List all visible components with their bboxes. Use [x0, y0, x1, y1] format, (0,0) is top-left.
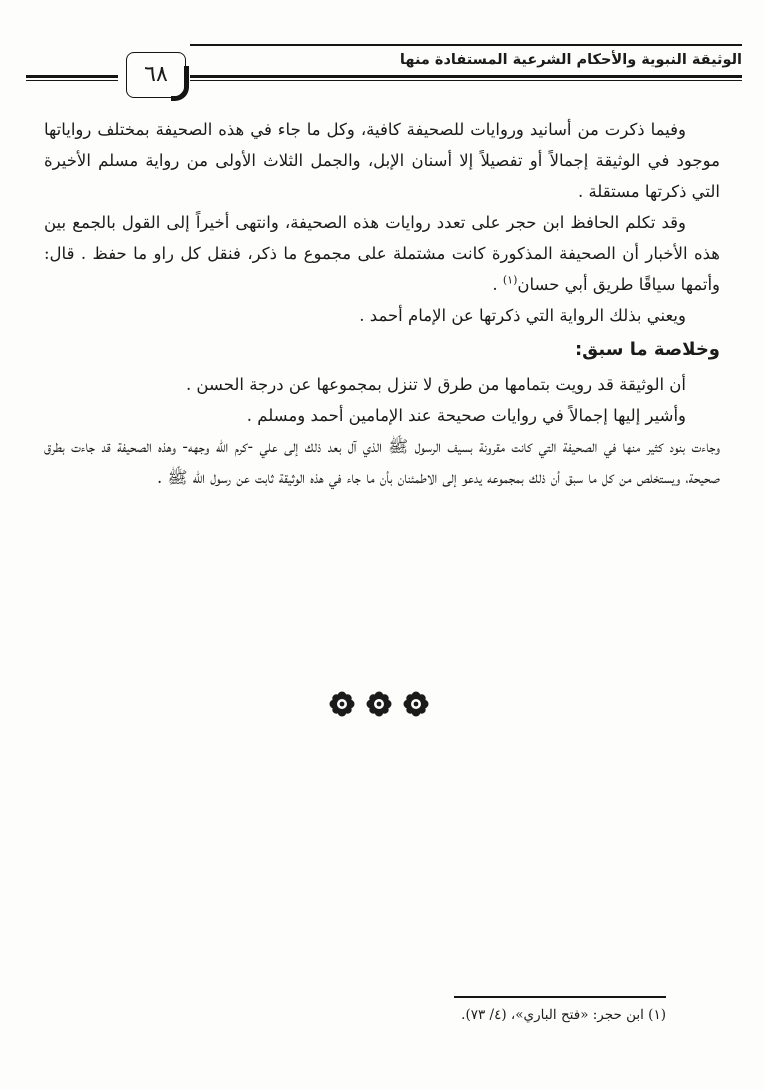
footnote-reference[interactable]: (١)	[502, 273, 518, 287]
footnote: (١) ابن حجر: «فتح الباري»، (٤/ ٧٣).	[461, 1007, 666, 1023]
header-rule-left-1	[26, 75, 118, 78]
paragraph-2	[44, 207, 720, 300]
header-rule-left-2	[26, 80, 118, 81]
page-header	[26, 44, 742, 100]
paragraph-2-text: وقد تكلم الحافظ ابن حجر على تعدد روايات هذه الصحيفة، وانتهى أخيراً إلى القول بالجمع بين هذه الأخبار أن الصحيفة المذكورة كانت مشتملة على مجموع ما ذكر، فنقل كل راو ما حفظ . قال: وأتمها سياقًا طريق أبي حسان	[44, 213, 720, 294]
body-text	[44, 114, 720, 493]
page-number-box	[126, 52, 186, 98]
header-rule-double-1	[190, 75, 742, 78]
paragraph-2-end: .	[492, 275, 503, 294]
flower-ornament-icon	[329, 691, 355, 717]
paragraph-3: ويعني بذلك الرواية التي ذكرتها عن الإمام أحمد .	[359, 306, 686, 325]
summary-point-3: وجاءت بنود كثير منها في الصحيفة التي كانت مقرونة بسيف الرسول ﷺ الذي آل بعد ذلك إلى علي -كرم الله وجهه- وهذه الصحيفة قد جاءت بطرق صحيحة، ويستخلص من كل ما سبق أن ذلك بمجموعه يدعو إلى الاطمئنان بأن ما جاء في هذه الوثيقة ثابت عن رسول الله ﷺ .	[44, 437, 720, 487]
section-end-ornaments	[329, 691, 429, 719]
page-number: ٦٨	[144, 62, 168, 87]
flower-ornament-icon	[366, 691, 392, 717]
footnote-separator	[454, 996, 666, 998]
running-title: الوثيقة النبوية والأحكام الشرعية المستفادة منها	[399, 52, 742, 68]
header-rule-double-2	[190, 80, 742, 81]
paragraph-1: وفيما ذكرت من أسانيد وروايات للصحيفة كافية، وكل ما جاء في هذه الصحيفة بمختلف رواياتها موجود في الوثيقة إجمالاً أو تفصيلاً إلا أسنان الإبل، والجمل الثلاث الأولى من رواية مسلم الأخيرة التي ذكرتها مستقلة .	[44, 120, 720, 201]
summary-point-2: وأشير إليها إجمالاً في روايات صحيحة عند الإمامين أحمد ومسلم .	[246, 406, 686, 425]
header-rule-top	[190, 44, 742, 46]
section-heading: وخلاصة ما سبق:	[574, 339, 720, 360]
summary-point-1: أن الوثيقة قد رويت بتمامها من طرق لا تنزل بمجموعها عن درجة الحسن .	[185, 375, 686, 394]
flower-ornament-icon	[403, 691, 429, 717]
